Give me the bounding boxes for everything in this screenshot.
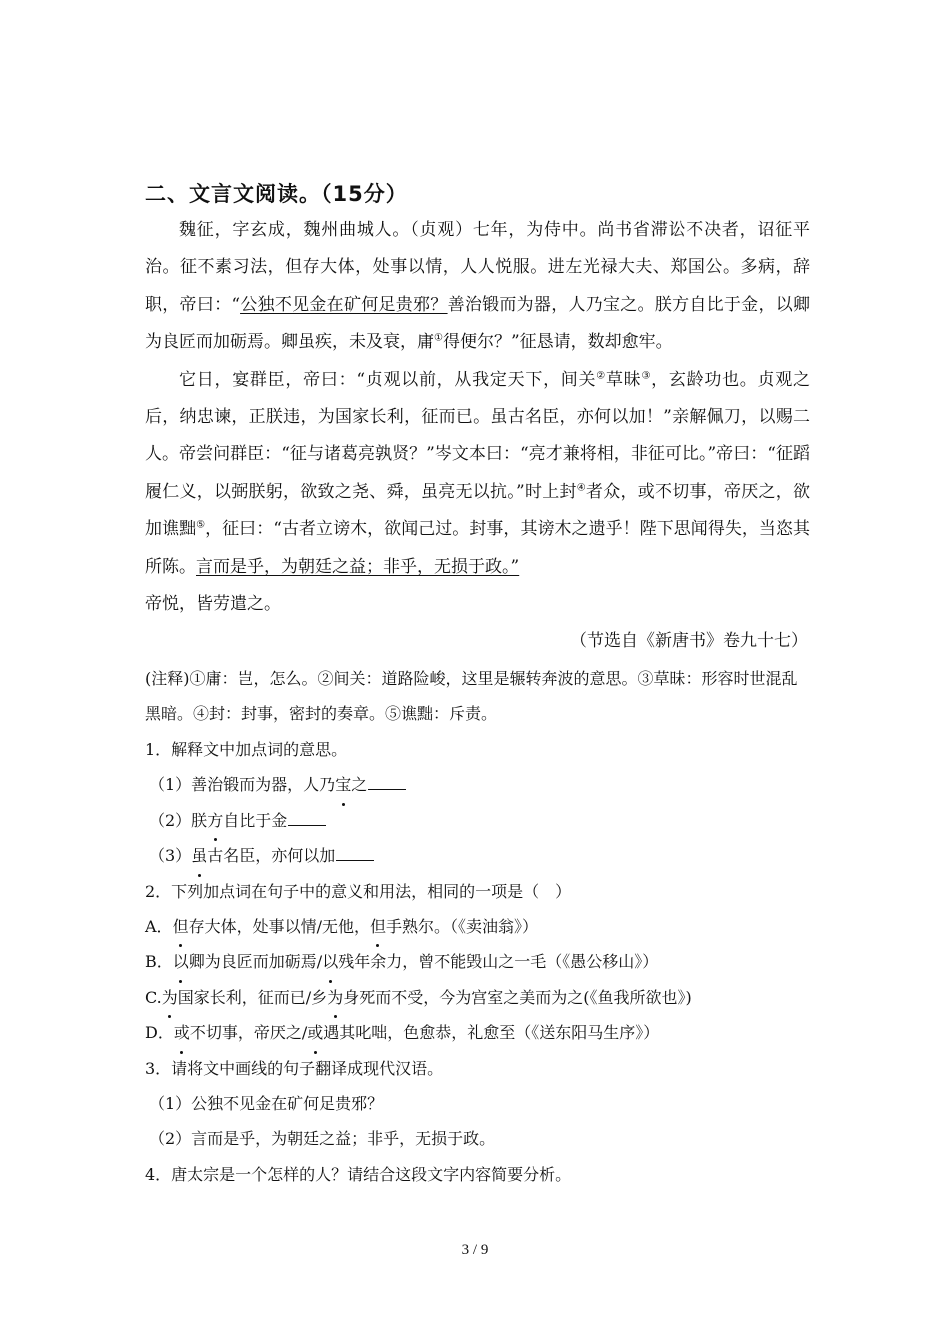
answer-blank[interactable] <box>368 775 406 790</box>
exam-page <box>145 176 810 1192</box>
underlined-sentence-1: 公独不见金在矿何足贵邪？ <box>240 294 448 315</box>
passage-paragraph-2: 它日，宴群臣，帝曰：“贞观以前，从我定天下，间关②草昧③，玄龄功也。贞观之后，纳忠谏，正朕违，为国家长利，征而已。虽古名臣，亦何以加！”亲解佩刀，以赐二人。帝尝问群臣：“征与诸葛亮孰贤？”岑文本曰：“亮才兼将相，非征可比。”帝曰：“征蹈履仁义，以弼朕躬，欲致之尧、舜，虽亮无以抗。”时上封④者众，或不切事，帝厌之，欲加谯黜⑤，征曰：“古者立谤木，欲闻己过。封事，其谤木之遗乎！陛下思闻得失，当恣其所陈。言而是乎，为朝廷之益；非乎，无损于政。” 帝悦，皆劳遣之。 <box>145 369 810 615</box>
question-1-item-3: （3）虽古名臣，亦何以加 <box>145 838 810 873</box>
question-2-stem: 2．下列加点词在句子中的意义和用法，相同的一项是（ ） <box>145 881 572 901</box>
passage-paragraph-1: 魏征，字玄成，魏州曲城人。（贞观）七年，为侍中。尚书省滞讼不决者，诏征平治。征不素习法，但存大体，处事以情，人人悦服。进左光禄大夫、郑国公。多病，辞职，帝曰：“公独不见金在矿何足贵邪？善治锻而为器，人乃宝之。朕方自比于金，以卿为良匠而加砺焉。卿虽疾，未及衰，庸①得便尔？”征恳请，数却愈牢。 <box>145 220 810 353</box>
annotation-notes: (注释)①庸：岂，怎么。②间关：道路险峻，这里是辗转奔波的意思。③草昧：形容时世混乱黑暗。④封：封事，密封的奏章。⑤谯黜：斥责。 <box>145 668 798 724</box>
note-marker-2: ② <box>596 369 606 381</box>
dotted-word: 宝 <box>335 767 351 802</box>
dotted-word: 为 <box>162 980 178 1015</box>
dotted-word: 或 <box>307 1015 323 1050</box>
question-1-item-1: （1）善治锻而为器，人乃宝之 <box>145 767 810 802</box>
underlined-sentence-2: 言而是乎，为朝廷之益；非乎，无损于政。” <box>196 556 520 577</box>
answer-blank[interactable] <box>336 846 374 861</box>
question-2-option-c[interactable]: C.为国家长利，征而已/乡为身死而不受，今为宫室之美而为之(《鱼我所欲也》) <box>145 980 810 1015</box>
question-1-item-2: （2）朕方自比于金 <box>145 803 810 838</box>
note-marker-3: ③ <box>641 369 652 381</box>
note-marker-4: ④ <box>576 482 586 494</box>
question-3-stem: 3．请将文中画线的句子翻译成现代汉语。 <box>145 1058 444 1078</box>
dotted-word: 为 <box>327 980 343 1015</box>
dotted-word: 以 <box>173 944 189 979</box>
dotted-word: 虽 <box>191 838 207 873</box>
note-marker-1: ① <box>434 332 443 344</box>
dotted-word: 以 <box>322 944 338 979</box>
question-4 <box>145 1157 810 1192</box>
dotted-word: 但 <box>370 909 386 944</box>
question-3 <box>145 1051 810 1157</box>
question-2-option-d[interactable]: D．或不切事，帝厌之/或遇其叱咄，色愈恭，礼愈至（《送东阳马生序》） <box>145 1015 810 1050</box>
section-title: 二、文言文阅读。（15分） <box>145 182 408 206</box>
dotted-word: 但 <box>173 909 189 944</box>
question-3-item-2: （2）言而是乎，为朝廷之益；非乎，无损于政。 <box>149 1129 496 1149</box>
note-marker-5: ⑤ <box>196 519 206 531</box>
question-2 <box>145 874 810 1051</box>
question-2-option-a[interactable]: A．但存大体，处事以情/无他，但手熟尔。（《卖油翁》） <box>145 909 810 944</box>
question-2-option-b[interactable]: B．以卿为良匠而加砺焉/以残年余力，曾不能毁山之一毛（《愚公移山》） <box>145 944 810 979</box>
question-1-stem: 1．解释文中加点词的意思。 <box>145 739 348 759</box>
source-citation: （节选自《新唐书》卷九十七） <box>570 631 808 652</box>
question-1 <box>145 732 810 874</box>
question-4-stem: 4．唐太宗是一个怎样的人？请结合这段文字内容简要分析。 <box>145 1164 572 1184</box>
dotted-word: 方 <box>207 803 223 838</box>
dotted-word: 或 <box>174 1015 190 1050</box>
page-number: 3 / 9 <box>461 1242 489 1258</box>
answer-blank[interactable] <box>288 811 326 826</box>
question-3-item-1: （1）公独不见金在矿何足贵邪？ <box>149 1093 384 1113</box>
